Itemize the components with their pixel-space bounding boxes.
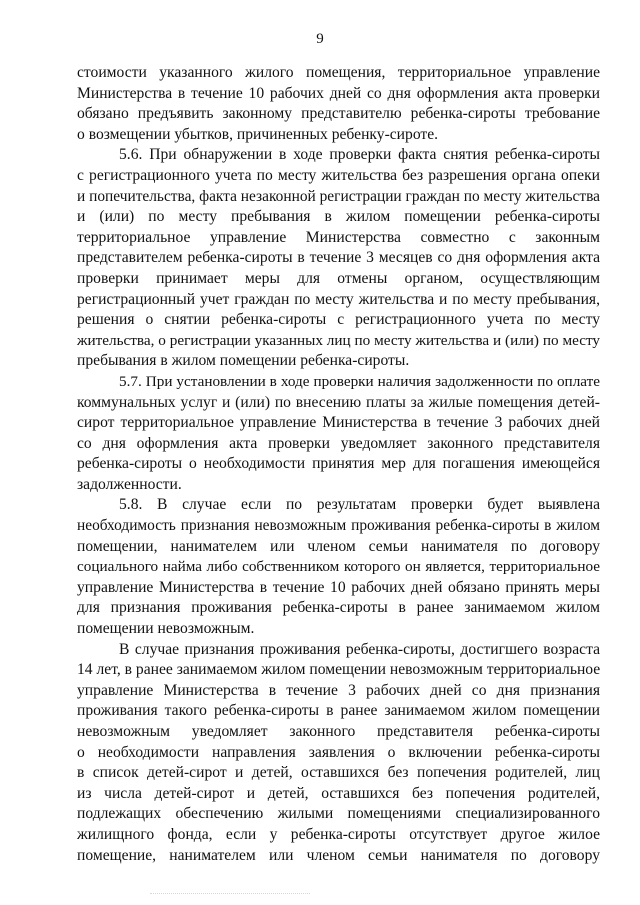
text-line: помещении, нанимателем или членом семьи нанимателя по договору <box>77 537 600 555</box>
text-line: со дня оформления акта проверки уведомляет законного представителя <box>77 434 600 452</box>
text-line: жительства, о регистрации указанных лиц по месту жительства и (или) по месту <box>77 331 600 349</box>
text-line: подлежащих обеспечению жилыми помещениями специализированного <box>77 805 600 823</box>
text-line: задолженности. <box>77 475 182 493</box>
text-line: 5.6. При обнаружении в ходе проверки факта снятия ребенка-сироты <box>119 146 600 164</box>
page-number: 9 <box>316 31 324 47</box>
scan-artifact <box>150 893 310 898</box>
text-line: стоимости указанного жилого помещения, территориальное управление <box>77 64 600 81</box>
document-body <box>77 63 600 866</box>
text-line: проживания такого ребенка-сироты в ранее занимаемом жилом помещении <box>77 702 600 720</box>
text-line: управление Министерства в течение 10 рабочих дней обязано принять меры <box>77 578 600 596</box>
paragraph <box>77 145 600 372</box>
paragraph <box>77 495 600 639</box>
text-line: 5.8. В случае если по результатам проверки будет выявлена <box>119 496 600 514</box>
paragraph <box>77 63 600 145</box>
text-line: территориальное управление Министерства совместно с законным <box>77 228 600 246</box>
text-line: пребывания в жилом помещении ребенка-сироты. <box>77 352 410 370</box>
text-line: и (или) по месту пребывания в жилом помещении ребенка-сироты <box>77 208 600 226</box>
paragraph <box>77 640 600 867</box>
text-line: помещение, нанимателем или членом семьи нанимателя по договору <box>77 846 600 864</box>
text-line: 14 лет, в ранее занимаемом жилом помещении невозможным территориальное <box>77 661 601 679</box>
text-line: обязано предъявить законному представителю ребенка-сироты требование <box>77 105 600 123</box>
text-line: представителем ребенка-сироты в течение 3 месяцев со дня оформления акта <box>77 249 600 267</box>
text-line: сирот территориальное управление Министерства в течение 3 рабочих дней <box>77 414 600 432</box>
text-line: решения о снятии ребенка-сироты с регистрационного учета по месту <box>77 311 600 329</box>
text-line: помещении невозможным. <box>77 620 255 638</box>
text-line: о необходимости направления заявления о включении ребенка-сироты <box>77 743 600 761</box>
text-line: с регистрационного учета по месту жительства без разрешения органа опеки <box>77 166 600 184</box>
text-line: о возмещении убытков, причиненных ребенку-сироте. <box>77 125 439 143</box>
text-line: социального найма либо собственником которого он является, территориальное <box>77 558 600 576</box>
text-line: 5.7. При установлении в ходе проверки наличия задолженности по оплате <box>119 372 600 390</box>
text-line: в список детей-сирот и детей, оставшихся без попечения родителей, лиц <box>77 764 600 782</box>
text-line: Министерства в течение 10 рабочих дней со дня оформления акта проверки <box>77 84 600 102</box>
text-line: жилищного фонда, если у ребенка-сироты отсутствует другое жилое <box>77 825 600 843</box>
text-line: проверки принимает меры для отмены органом, осуществляющим <box>77 269 600 287</box>
text-line: коммунальных услуг и (или) по внесению платы за жилые помещения детей- <box>77 393 600 411</box>
text-line: регистрационный учет граждан по месту жительства и по месту пребывания, <box>77 290 600 308</box>
text-line: необходимость признания невозможным проживания ребенка-сироты в жилом <box>77 517 600 535</box>
text-line: из числа детей-сирот и детей, оставшихся без попечения родителей, <box>77 784 600 802</box>
text-line: невозможным уведомляет законного представителя ребенка-сироты <box>77 723 600 740</box>
text-line: для признания проживания ребенка-сироты в ранее занимаемом жилом <box>77 599 600 617</box>
text-line: и попечительства, факта незаконной регистрации граждан по месту жительства <box>77 187 600 205</box>
text-line: В случае признания проживания ребенка-сироты, достигшего возраста <box>119 640 600 658</box>
text-line: управление Министерства в течение 3 рабочих дней со дня признания <box>77 681 600 699</box>
paragraph <box>77 372 600 496</box>
text-line: ребенка-сироты о необходимости принятия мер для погашения имеющейся <box>77 455 600 473</box>
